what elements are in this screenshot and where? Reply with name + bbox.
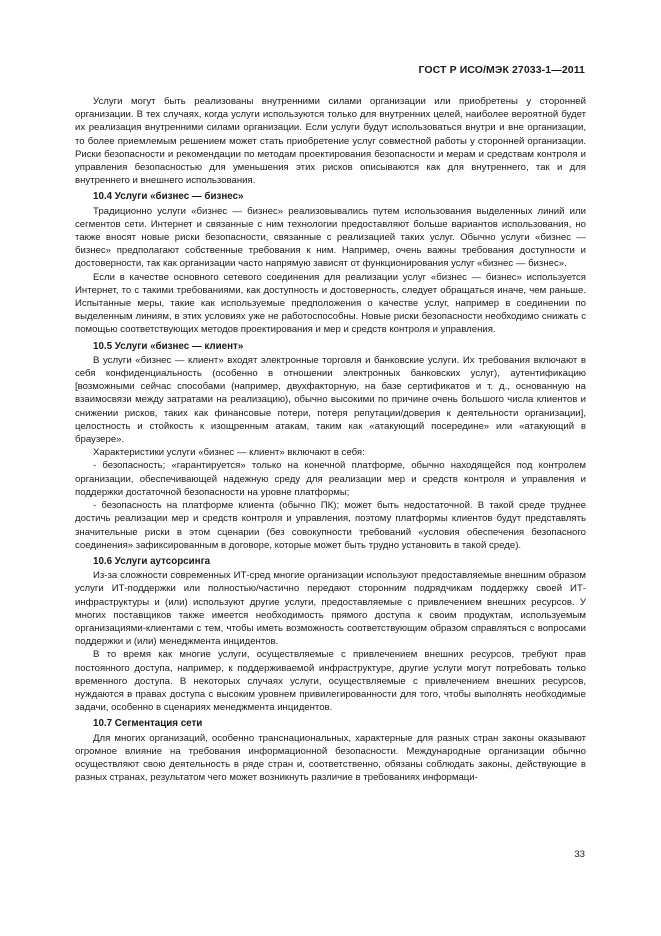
paragraph-10-6-a: Из-за сложности современных ИТ-сред многие организации используют предоставляемые внешним образом услуги ИТ-поддержки или полностью/частично передают сторонним подрядчикам поддержку своей ИТ-инфраструктуры и (или) используют другие услуги, предоставляемые с привлечением внешних ресурсов. У многих поставщиков также имеется необходимость прямого доступа к своим продуктам, используемым организациями-клиентами с тем, чтобы иметь возможность соответствующим образом справляться с вопросами поддержки и (или) менеджмента инцидентов. <box>75 570 586 648</box>
paragraph-intro: Услуги могут быть реализованы внутренними силами организации или приобретены у сторонней организации. В тех случаях, когда услуги используются только для внутренних целей, наиболее вероятной будет их реализация внутренними силами организации. Если услуги будут использоваться внутри и вне организации, то более приемлемым решением может стать приобретение услуг совместной работы у сторонней организации. Риски безопасности и рекомендации по методам проектирования безопасности и мерам и средствам контроля и управления безопасностью для уменьшения этих рисков описываются как для внутреннего, так и для внутреннего и внешнего использования. <box>75 96 586 187</box>
page-content <box>75 95 586 784</box>
document-header: ГОСТ Р ИСО/МЭК 27033-1—2011 <box>418 64 585 76</box>
paragraph-10-4-a: Традиционно услуги «бизнес — бизнес» реализовывались путем использования выделенных линий или сегментов сети. Интернет и связанные с ним технологии предоставляют больше вариантов использования, но также вносят новые риски безопасности, связанные с реализацией таких услуг. Обычно услуги «бизнес — бизнес» предполагают собственные требования к ним. Например, очень важны требования доступности и достоверности, так как организации часто напрямую зависят от функционирования услуг «бизнес — бизнес». <box>75 205 586 270</box>
section-heading-10-7: 10.7 Сегментация сети <box>93 718 203 730</box>
paragraph-10-4-b: Если в качестве основного сетевого соединения для реализации услуг «бизнес — бизнес» используется Интернет, то с такими требованиями, как доступность и достоверность, следует обращаться иначе, чем раньше. Испытанные меры, такие как используемые предположения о качестве услуг, например в соединении по выделенным линиям, в этих условиях уже не работоспособны. Новые риски безопасности необходимо снижать с помощью соответствующих методов проектирования и мер и средств контроля и управления. <box>75 271 586 336</box>
paragraph-10-6-b: В то время как многие услуги, осуществляемые с привлечением внешних ресурсов, требуют прав постоянного доступа, например, к поддерживаемой инфраструктуре, другие услуги могут потребовать только временного доступа. В некоторых случаях услуги, осуществляемые с привлечением внешних ресурсов, нуждаются в правах доступа с высоким уровнем привилегированности для того, чтобы выполнять необходимые задачи, особенно в сценариях менеджмента инцидентов. <box>75 649 586 714</box>
paragraph-10-5-a: В услуги «бизнес — клиент» входят электронные торговля и банковские услуги. Их требования включают в себя конфиденциальность (особенно в отношении электронных банковских услуг), аутентификацию [возможными сейчас способами (например, двухфакторную, на базе сертификатов и т. д., основанную на взаимосвязи между затратами на реализацию), обычно высокими по причине очень большого числа клиентов и снижении рисков, таких как финансовые потери, потеря репутации/доверия к деятельности организации], целостность и стойкость к изощренным атакам, таким как «атакующий посередине» или «атакующий в браузере». <box>75 354 586 446</box>
page-number: 33 <box>574 849 585 860</box>
section-heading-10-6: 10.6 Услуги аутсорсинга <box>93 555 211 567</box>
section-heading-10-5: 10.5 Услуги «бизнес — клиент» <box>93 340 244 352</box>
list-item-10-5-c: - безопасность; «гарантируется» только на конечной платформе, обычно находящейся под контролем организации, обеспечивающей надежную среду для реализации мер и средств контроля и управления и поддержки достаточной безопасности на уровне платформы; <box>75 460 586 498</box>
paragraph-10-5-b: Характеристики услуги «бизнес — клиент» включают в себя: <box>93 447 365 459</box>
section-heading-10-4: 10.4 Услуги «бизнес — бизнес» <box>93 191 244 203</box>
list-item-10-5-d: - безопасность на платформе клиента (обычно ПК); может быть недостаточной. В такой среде труднее достичь реализации мер и средств контроля и управления, поэтому платформы клиентов будут представлять значительные риски в этом сценарии (без совокупности требований «условия обеспечения безопасного соединения» зафиксированным в договоре, которые может быть трудно установить в такой среде). <box>75 500 586 551</box>
paragraph-10-7-a: Для многих организаций, особенно транснациональных, характерные для разных стран законы оказывают огромное влияние на требования информационной безопасности. Международные организации обычно осуществляют свою деятельность в ряде стран и, соответственно, обязаны соблюдать законы, действующие в разных странах, результатом чего может возникнуть различие в требованиях информаци- <box>75 732 586 784</box>
